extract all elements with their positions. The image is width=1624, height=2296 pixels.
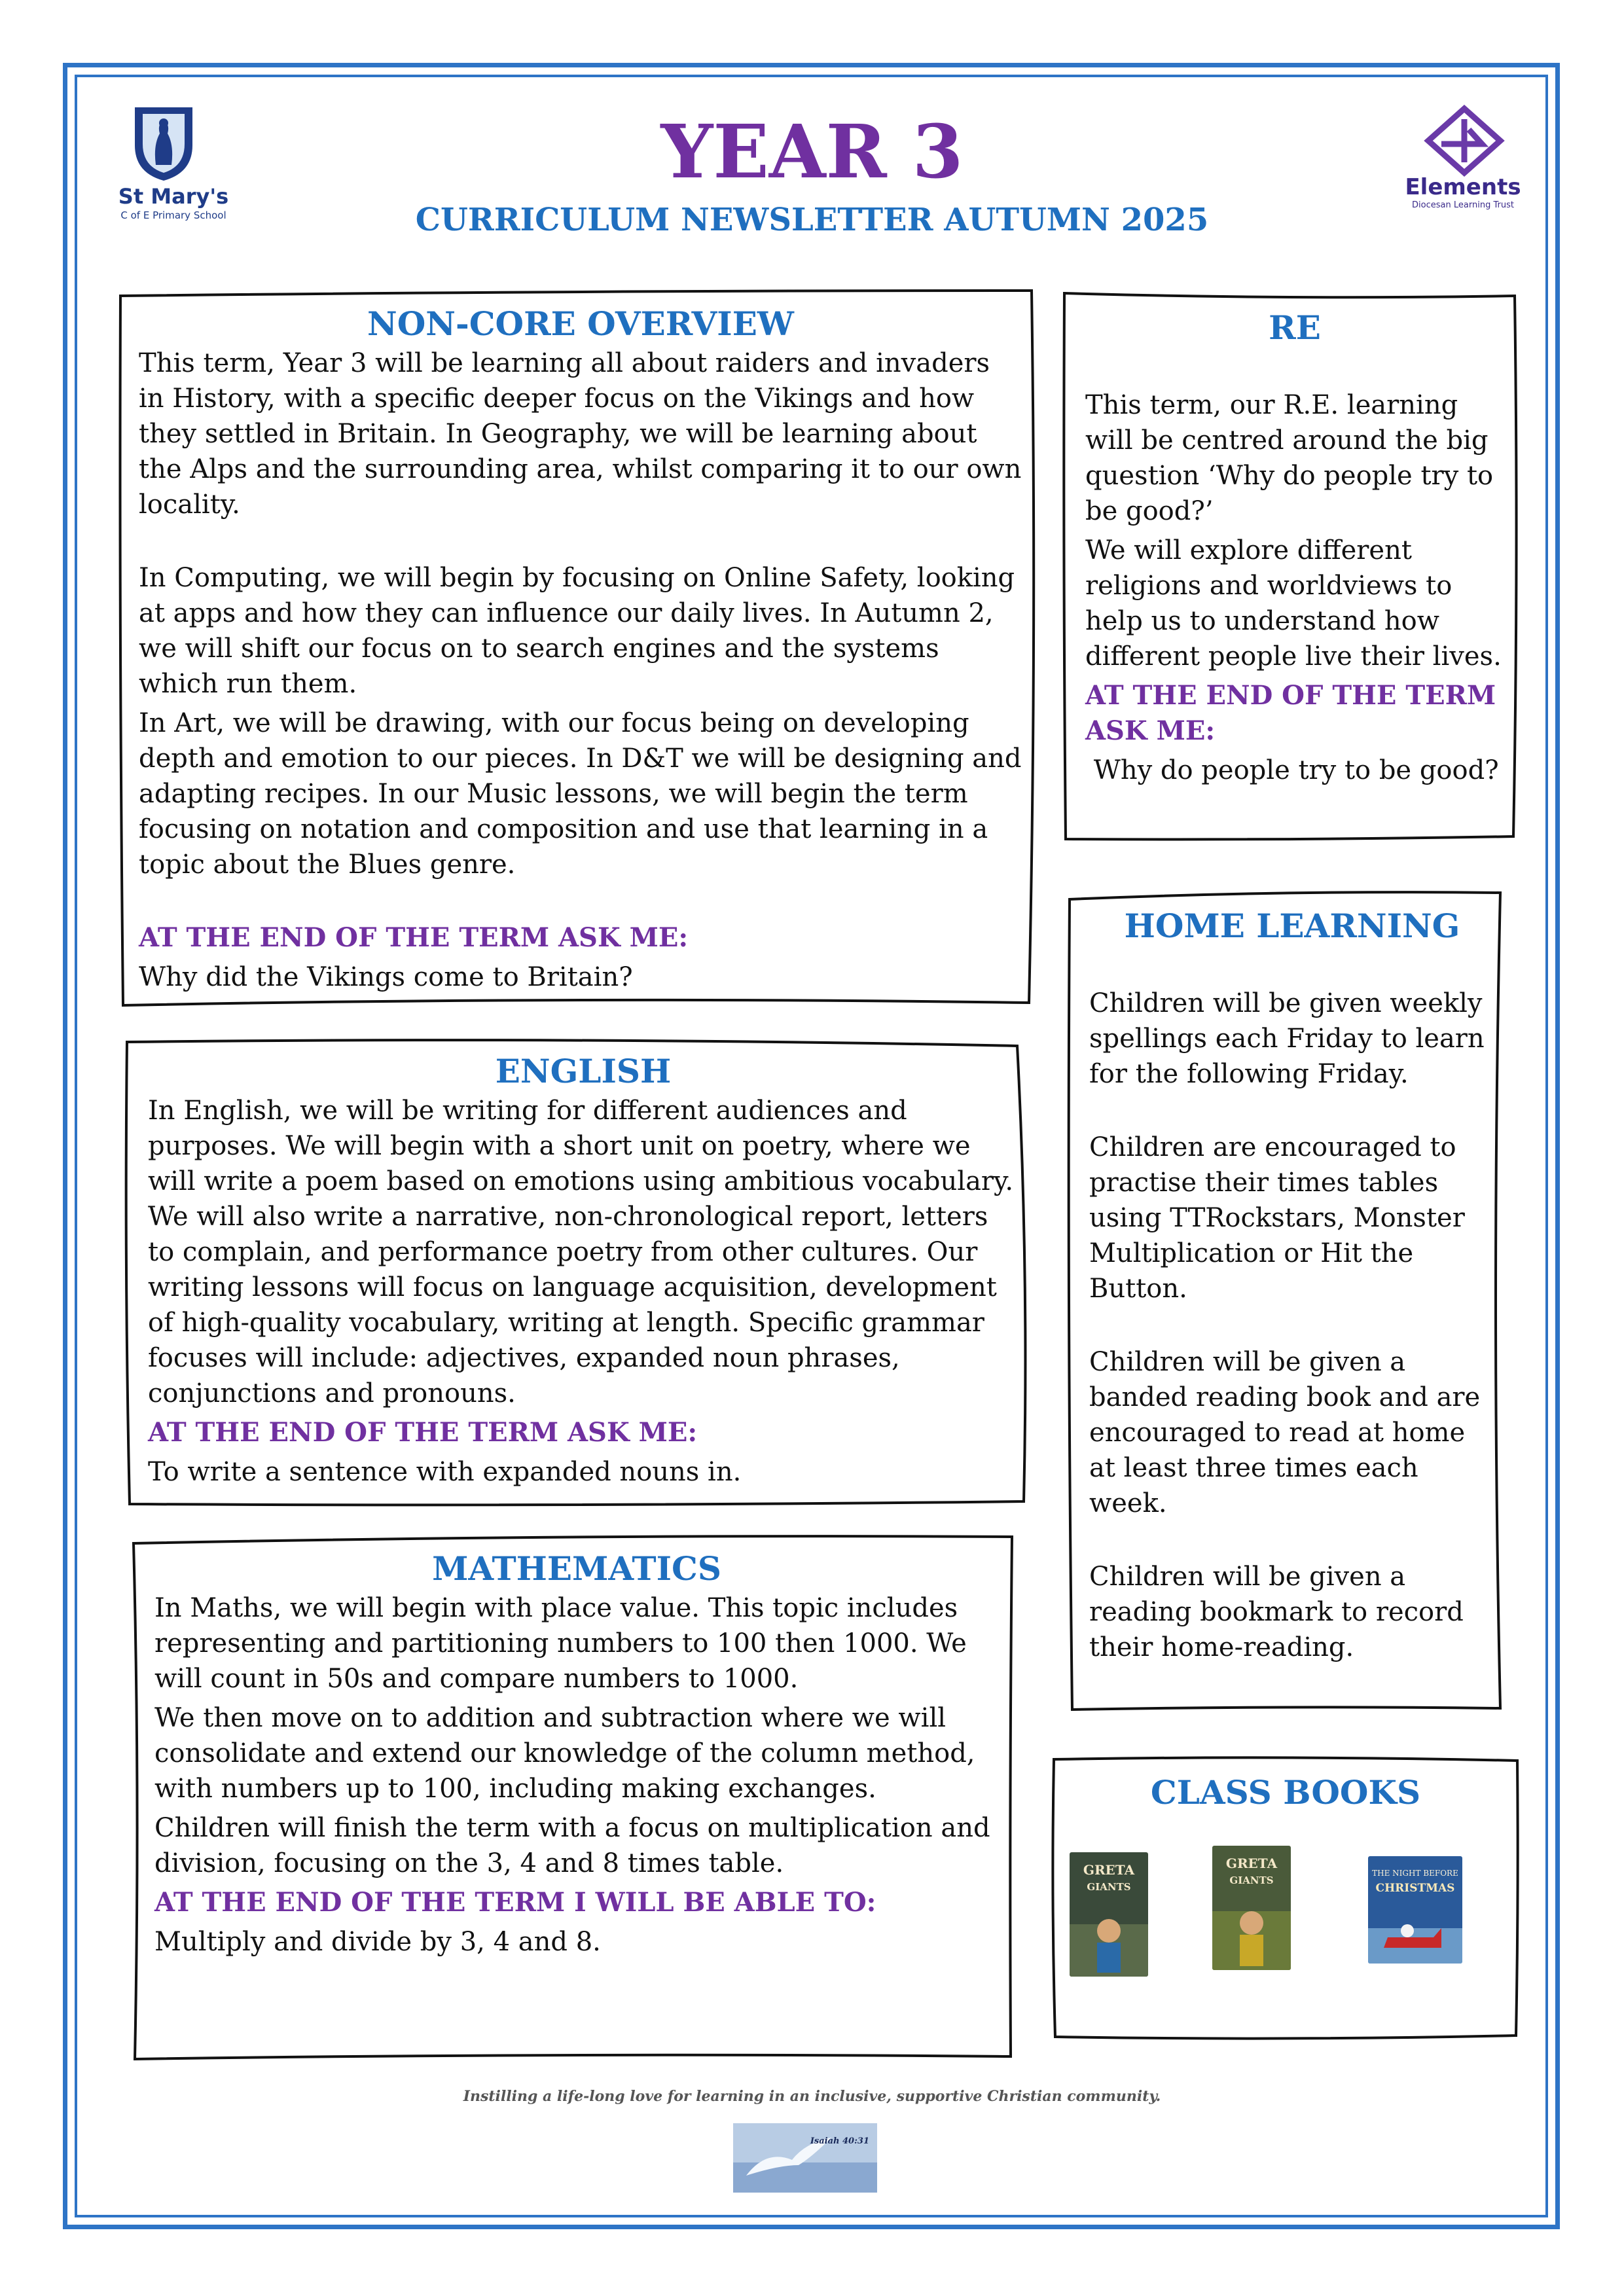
book-cover-greta-giants-1 <box>1070 1852 1148 1977</box>
non-core-ask-answer: Why did the Vikings come to Britain? <box>139 962 633 992</box>
maths-ask-heading: AT THE END OF THE TERM I WILL BE ABLE TO: <box>154 1887 876 1918</box>
non-core-paragraph-history: This term, Year 3 will be learning all about raiders and invaders in History, with a specific deeper focus on the Vikings and how they settled in Britain. In Geography, we will be learning about the Alps and the surrounding area, whilst comparing it to our own locality. <box>139 348 1022 520</box>
re-title: RE <box>1269 308 1321 347</box>
class-books-title: CLASS BOOKS <box>1150 1773 1421 1812</box>
book-cover-greta-giants-2 <box>1212 1846 1291 1970</box>
non-core-paragraph-computing: In Computing, we will begin by focusing on Online Safety, looking at apps and how they can influence our daily lives. In Autumn 2, we will shift our focus on to search engines and the systems which run them. <box>139 563 1015 699</box>
english-ask-heading: AT THE END OF THE TERM ASK ME: <box>148 1417 698 1448</box>
class-books-covers <box>1050 1852 1521 2009</box>
non-core-ask-heading: AT THE END OF THE TERM ASK ME: <box>139 922 689 953</box>
svg-text:GIANTS: GIANTS <box>1087 1881 1131 1893</box>
maths-ask-answer: Multiply and divide by 3, 4 and 8. <box>154 1927 601 1957</box>
svg-text:GRETA: GRETA <box>1083 1862 1135 1878</box>
non-core-overview-box <box>118 288 1034 1008</box>
svg-text:THE NIGHT BEFORE: THE NIGHT BEFORE <box>1372 1869 1458 1878</box>
re-ask-answer: Why do people try to be good? <box>1085 755 1499 785</box>
trust-name: Elements <box>1405 174 1521 200</box>
home-learning-spellings: Children will be given weekly spellings each Friday to learn for the following Friday. <box>1089 988 1485 1089</box>
english-box <box>123 1035 1026 1508</box>
home-learning-box <box>1066 889 1504 1712</box>
mathematics-box <box>131 1532 1015 2062</box>
svg-text:GRETA: GRETA <box>1225 1856 1278 1871</box>
book-cover-night-before-christmas <box>1368 1856 1462 1964</box>
page-subtitle: CURRICULUM NEWSLETTER AUTUMN 2025 <box>415 202 1209 238</box>
re-paragraph-explore: We will explore different religions and worldviews to help us to understand how different people live their lives. <box>1085 535 1502 672</box>
re-box <box>1062 291 1519 842</box>
english-paragraph: In English, we will be writing for different audiences and purposes. We will begin with a short unit on poetry, where we will write a poem based on emotions using ambitious vocabulary. We will also write a narrative, non-chronological report, letters to complain, and performance poetry from other cultures. Our writing lessons will focus on language acquisition, development of high-quality vocabulary, writing at length. Specific grammar focuses will include: adjectives, expanded noun phrases, conjunctions and pronouns. <box>148 1096 1014 1408</box>
mathematics-title: MATHEMATICS <box>432 1549 721 1588</box>
class-books-box <box>1050 1754 1521 2042</box>
page-title: YEAR 3 <box>660 109 964 195</box>
school-motto: Instilling a life-long love for learning in an inclusive, supportive Christian community. <box>463 2088 1161 2105</box>
english-title: ENGLISH <box>495 1052 672 1090</box>
maths-paragraph-place-value: In Maths, we will begin with place value. This topic includes representing and partitioning numbers to 100 then 1000. We will count in 50s and compare numbers to 1000. <box>154 1593 967 1694</box>
home-learning-bookmark: Children will be given a reading bookmark to record their home-reading. <box>1089 1562 1464 1662</box>
school-name: St Mary's <box>118 184 229 209</box>
trust-subname: Diocesan Learning Trust <box>1412 200 1514 210</box>
non-core-title: NON-CORE OVERVIEW <box>367 304 794 343</box>
home-learning-times-tables: Children are encouraged to practise their times tables using TTRockstars, Monster Multiplication or Hit the Button. <box>1089 1132 1465 1304</box>
school-subname: C of E Primary School <box>120 209 226 221</box>
re-ask-heading: AT THE END OF THE TERM ASK ME: <box>1085 680 1496 746</box>
re-paragraph-intro: This term, our R.E. learning will be centred around the big question ‘Why do people try to be good?’ <box>1085 390 1494 526</box>
svg-text:GIANTS: GIANTS <box>1229 1874 1274 1886</box>
verse-reference: Isaiah 40:31 <box>810 2136 869 2146</box>
isaiah-verse-badge <box>733 2123 877 2193</box>
maths-paragraph-multiplication: Children will finish the term with a focus on multiplication and division, focusing on the 3, 4 and 8 times table. <box>154 1813 990 1878</box>
home-learning-title: HOME LEARNING <box>1124 906 1460 945</box>
english-ask-answer: To write a sentence with expanded nouns in. <box>148 1457 742 1487</box>
home-learning-reading-book: Children will be given a banded reading book and are encouraged to read at home at least three times each week. <box>1089 1347 1481 1518</box>
svg-text:CHRISTMAS: CHRISTMAS <box>1375 1882 1455 1895</box>
non-core-paragraph-art: In Art, we will be drawing, with our focus being on developing depth and emotion to our pieces. In D&T we will be designing and adapting recipes. In our Music lessons, we will begin the term focusing on notation and composition and use that learning in a topic about the Blues genre. <box>139 708 1022 880</box>
eagle-icon <box>733 2123 877 2193</box>
maths-paragraph-addition: We then move on to addition and subtraction where we will consolidate and extend our knowledge of the column method, with numbers up to 100, including making exchanges. <box>154 1703 975 1804</box>
